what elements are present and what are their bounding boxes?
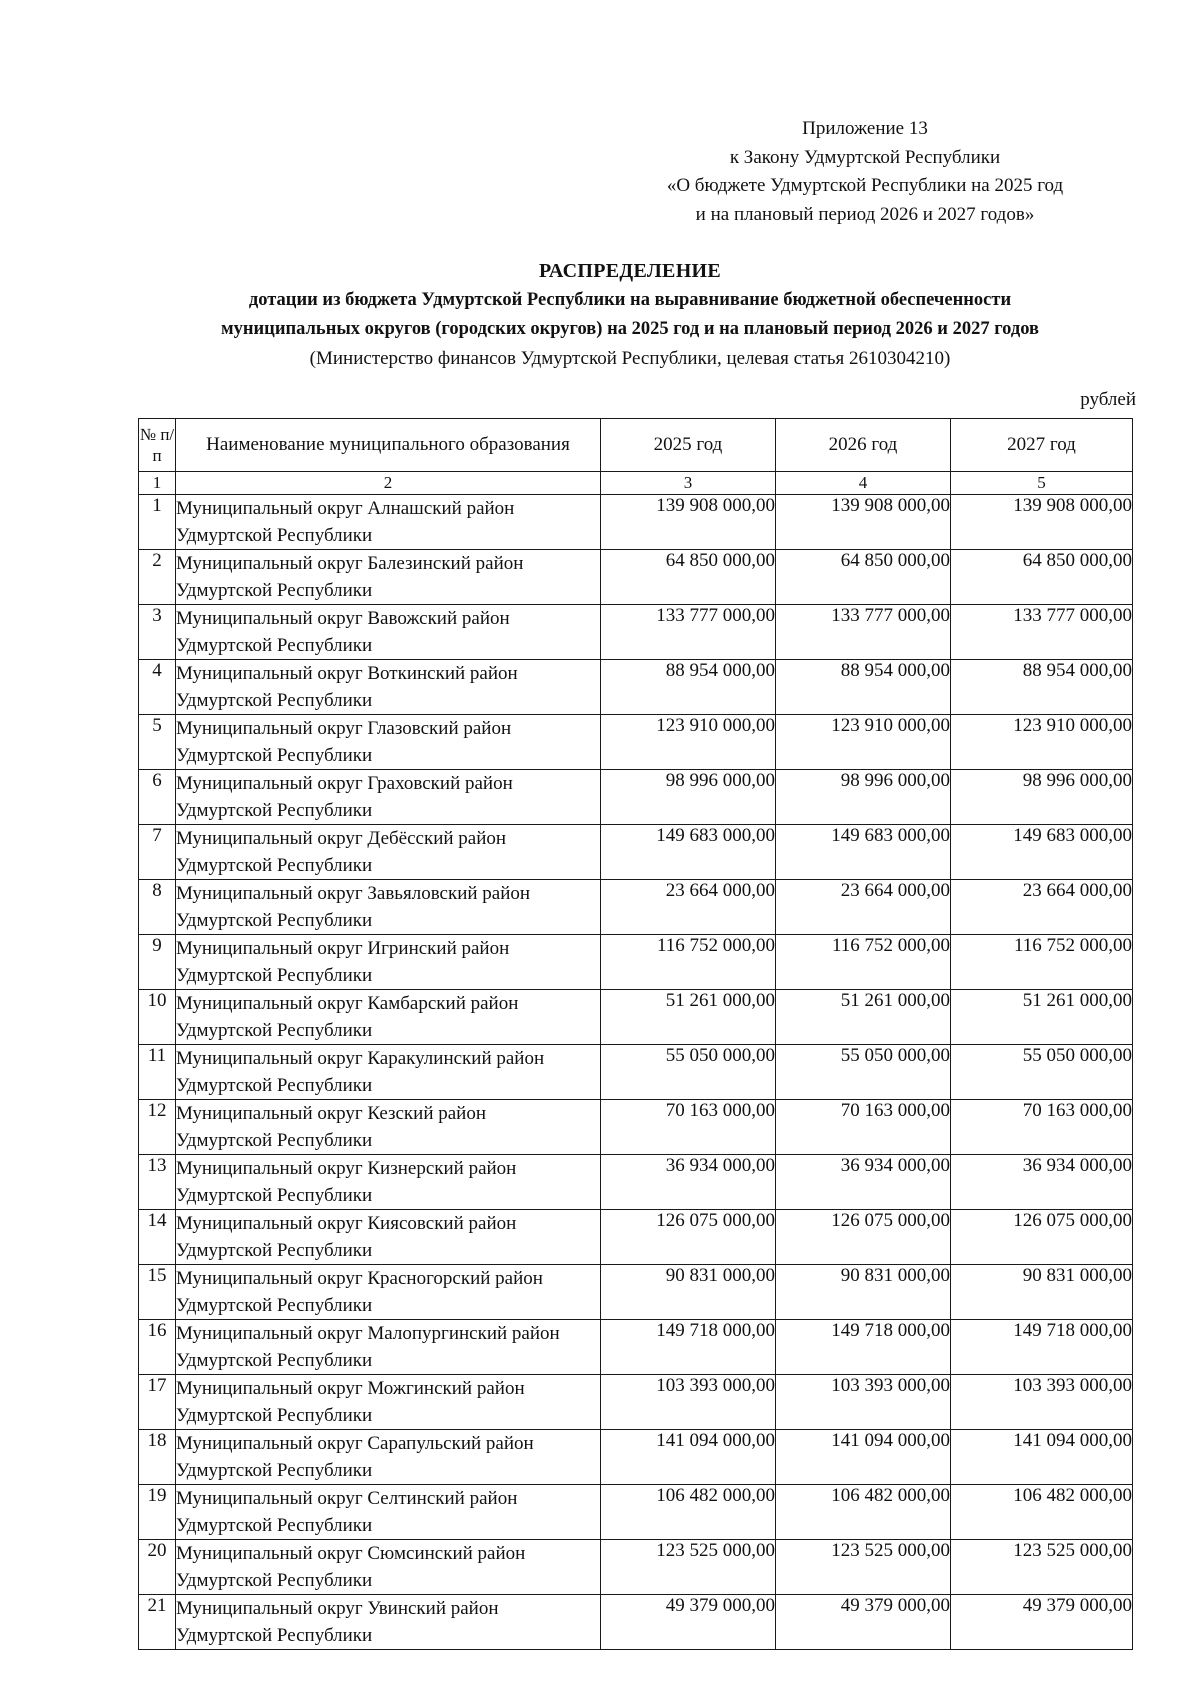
municipality-name-line-1: Муниципальный округ Вавожский район [176,608,510,629]
table-row [139,1210,1133,1265]
municipality-name-line-1: Муниципальный округ Кезский район [176,1103,487,1124]
column-number: 3 [601,472,776,495]
row-number: 20 [139,1540,176,1595]
municipality-name-cell [176,880,601,935]
row-number: 12 [139,1100,176,1155]
amount-2027: 123 525 000,00 [951,1540,1133,1595]
amount-2027: 133 777 000,00 [951,605,1133,660]
table-row [139,990,1133,1045]
row-number: 8 [139,880,176,935]
municipality-name-cell [176,1320,601,1375]
amount-2026: 36 934 000,00 [776,1155,951,1210]
table-row [139,825,1133,880]
table-row [139,1155,1133,1210]
header-2026: 2026 год [776,419,951,472]
municipality-name-line-2: Удмуртской Республики [176,965,373,986]
amount-2026: 103 393 000,00 [776,1375,951,1430]
amount-2026: 149 683 000,00 [776,825,951,880]
amount-2027: 116 752 000,00 [951,935,1133,990]
municipality-name-line-1: Муниципальный округ Глазовский район [176,718,512,739]
document-title: РАСПРЕДЕЛЕНИЕ [538,260,722,282]
table-row [139,1265,1133,1320]
document-heading [130,257,1130,373]
municipality-name-line-1: Муниципальный округ Дебёсский район [176,828,507,849]
amount-2025: 123 525 000,00 [601,1540,776,1595]
municipality-name-cell [176,935,601,990]
municipality-name-cell [176,1265,601,1320]
amount-2025: 139 908 000,00 [601,495,776,550]
row-number: 3 [139,605,176,660]
table-row [139,935,1133,990]
column-number: 4 [776,472,951,495]
amount-2026: 23 664 000,00 [776,880,951,935]
table-row [139,605,1133,660]
table-row [139,1100,1133,1155]
amount-2025: 116 752 000,00 [601,935,776,990]
amount-2027: 149 718 000,00 [951,1320,1133,1375]
appendix-number: Приложение 13 [802,118,928,139]
row-number: 4 [139,660,176,715]
municipality-name-line-2: Удмуртской Республики [176,1570,373,1591]
table-row [139,495,1133,550]
municipality-name-line-1: Муниципальный округ Завьяловский район [176,883,531,904]
municipality-name-line-2: Удмуртской Республики [176,745,373,766]
municipality-name-cell [176,825,601,880]
municipality-name-line-2: Удмуртской Республики [176,1350,373,1371]
municipality-name-cell [176,715,601,770]
municipality-name-line-1: Муниципальный округ Красногорский район [176,1268,543,1289]
municipality-name-line-2: Удмуртской Республики [176,1515,373,1536]
municipality-name-line-1: Муниципальный округ Камбарский район [176,993,519,1014]
amount-2025: 149 683 000,00 [601,825,776,880]
row-number: 14 [139,1210,176,1265]
municipality-name-line-2: Удмуртской Республики [176,1405,373,1426]
amount-2025: 70 163 000,00 [601,1100,776,1155]
row-number: 10 [139,990,176,1045]
amount-2027: 126 075 000,00 [951,1210,1133,1265]
amount-2027: 123 910 000,00 [951,715,1133,770]
municipality-name-line-1: Муниципальный округ Балезинский район [176,553,524,574]
amount-2025: 123 910 000,00 [601,715,776,770]
appendix-header [600,115,1130,229]
amount-2027: 98 996 000,00 [951,770,1133,825]
row-number: 17 [139,1375,176,1430]
row-number: 11 [139,1045,176,1100]
appendix-law-period: и на плановый период 2026 и 2027 годов» [695,203,1035,225]
table-row [139,880,1133,935]
amount-2025: 141 094 000,00 [601,1430,776,1485]
amount-2027: 149 683 000,00 [951,825,1133,880]
row-number: 9 [139,935,176,990]
table-row [139,1540,1133,1595]
municipality-name-cell [176,660,601,715]
municipality-name-line-2: Удмуртской Республики [176,1295,373,1316]
amount-2027: 90 831 000,00 [951,1265,1133,1320]
municipality-name-line-1: Муниципальный округ Граховский район [176,773,513,794]
municipality-name-line-1: Муниципальный округ Можгинский район [176,1378,525,1399]
row-number: 2 [139,550,176,605]
amount-2027: 55 050 000,00 [951,1045,1133,1100]
municipality-name-line-2: Удмуртской Республики [176,1460,373,1481]
municipality-name-line-2: Удмуртской Республики [176,1020,373,1041]
table-row [139,1595,1133,1650]
amount-2025: 90 831 000,00 [601,1265,776,1320]
municipality-name-line-2: Удмуртской Республики [176,635,373,656]
amount-2026: 64 850 000,00 [776,550,951,605]
document-note: (Министерство финансов Удмуртской Республики, целевая статья 2610304210) [309,348,951,369]
units-label: рублей [1080,389,1136,410]
appendix-law-title: «О бюджете Удмуртской Республики на 2025 год [666,175,1064,196]
amount-2026: 90 831 000,00 [776,1265,951,1320]
column-number: 5 [951,472,1133,495]
amount-2026: 49 379 000,00 [776,1595,951,1650]
municipality-name-line-2: Удмуртской Республики [176,1625,373,1646]
amount-2025: 55 050 000,00 [601,1045,776,1100]
table-row [139,660,1133,715]
table-column-numbers-row [139,472,1133,495]
municipality-name-line-1: Муниципальный округ Сюмсинский район [176,1543,526,1564]
municipality-name-cell [176,1375,601,1430]
municipality-name-cell [176,1430,601,1485]
municipality-name-line-1: Муниципальный округ Увинский район [176,1598,499,1619]
amount-2027: 51 261 000,00 [951,990,1133,1045]
table-row [139,1430,1133,1485]
row-number: 7 [139,825,176,880]
table-body [139,495,1133,1650]
municipality-name-line-2: Удмуртской Республики [176,1130,373,1151]
header-2025: 2025 год [601,419,776,472]
municipality-name-line-1: Муниципальный округ Каракулинский район [176,1048,545,1069]
amount-2025: 23 664 000,00 [601,880,776,935]
appendix-law-ref: к Закону Удмуртской Республики [729,146,1001,168]
municipality-name-cell [176,1155,601,1210]
amount-2025: 49 379 000,00 [601,1595,776,1650]
row-number: 6 [139,770,176,825]
amount-2026: 70 163 000,00 [776,1100,951,1155]
table-header-row [139,419,1133,472]
amount-2026: 126 075 000,00 [776,1210,951,1265]
municipality-name-line-2: Удмуртской Республики [176,580,373,601]
table-row [139,1045,1133,1100]
municipality-name-cell [176,990,601,1045]
municipality-name-cell [176,495,601,550]
amount-2027: 36 934 000,00 [951,1155,1133,1210]
header-name: Наименование муниципального образования [176,419,601,472]
amount-2026: 88 954 000,00 [776,660,951,715]
amount-2027: 64 850 000,00 [951,550,1133,605]
amount-2027: 23 664 000,00 [951,880,1133,935]
municipality-name-line-1: Муниципальный округ Киясовский район [176,1213,517,1234]
municipality-name-cell [176,770,601,825]
amount-2026: 55 050 000,00 [776,1045,951,1100]
municipality-name-line-2: Удмуртской Республики [176,1240,373,1261]
row-number: 21 [139,1595,176,1650]
table-row [139,715,1133,770]
amount-2025: 36 934 000,00 [601,1155,776,1210]
amount-2025: 106 482 000,00 [601,1485,776,1540]
municipality-name-line-2: Удмуртской Республики [176,690,373,711]
document-subtitle-line-2: муниципальных округов (городских округов) на 2025 год и на плановый период 2026 и 2027 годов [220,319,1039,339]
amount-2026: 116 752 000,00 [776,935,951,990]
table-row [139,1485,1133,1540]
column-number: 2 [176,472,601,495]
amount-2025: 103 393 000,00 [601,1375,776,1430]
municipality-name-line-1: Муниципальный округ Малопургинский район [176,1323,560,1344]
amount-2026: 98 996 000,00 [776,770,951,825]
amount-2025: 88 954 000,00 [601,660,776,715]
municipality-name-line-2: Удмуртской Республики [176,855,373,876]
amount-2025: 64 850 000,00 [601,550,776,605]
municipality-name-line-1: Муниципальный округ Воткинский район [176,663,518,684]
row-number: 1 [139,495,176,550]
header-2027: 2027 год [951,419,1133,472]
table-row [139,550,1133,605]
amount-2027: 106 482 000,00 [951,1485,1133,1540]
municipality-name-line-2: Удмуртской Республики [176,1185,373,1206]
column-number: 1 [139,472,176,495]
row-number: 5 [139,715,176,770]
amount-2025: 149 718 000,00 [601,1320,776,1375]
amount-2025: 51 261 000,00 [601,990,776,1045]
amount-2026: 141 094 000,00 [776,1430,951,1485]
municipality-name-cell [176,1100,601,1155]
amount-2027: 70 163 000,00 [951,1100,1133,1155]
municipality-name-line-1: Муниципальный округ Селтинский район [176,1488,518,1509]
municipality-name-line-2: Удмуртской Республики [176,525,373,546]
header-number: № п/п [139,419,176,472]
amount-2025: 126 075 000,00 [601,1210,776,1265]
row-number: 16 [139,1320,176,1375]
distribution-table [138,418,1133,1650]
amount-2026: 123 910 000,00 [776,715,951,770]
amount-2025: 133 777 000,00 [601,605,776,660]
municipality-name-line-2: Удмуртской Республики [176,1075,373,1096]
amount-2027: 88 954 000,00 [951,660,1133,715]
municipality-name-cell [176,605,601,660]
amount-2027: 141 094 000,00 [951,1430,1133,1485]
row-number: 15 [139,1265,176,1320]
amount-2026: 51 261 000,00 [776,990,951,1045]
municipality-name-line-2: Удмуртской Республики [176,800,373,821]
municipality-name-line-1: Муниципальный округ Алнашский район [176,498,515,519]
amount-2026: 106 482 000,00 [776,1485,951,1540]
table-row [139,770,1133,825]
amount-2026: 123 525 000,00 [776,1540,951,1595]
row-number: 19 [139,1485,176,1540]
municipality-name-cell [176,1485,601,1540]
amount-2027: 49 379 000,00 [951,1595,1133,1650]
municipality-name-cell [176,550,601,605]
amount-2027: 103 393 000,00 [951,1375,1133,1430]
amount-2026: 133 777 000,00 [776,605,951,660]
table-row [139,1320,1133,1375]
municipality-name-line-1: Муниципальный округ Кизнерский район [176,1158,517,1179]
municipality-name-cell [176,1045,601,1100]
municipality-name-line-1: Муниципальный округ Игринский район [176,938,510,959]
amount-2026: 139 908 000,00 [776,495,951,550]
municipality-name-line-2: Удмуртской Республики [176,910,373,931]
municipality-name-cell [176,1540,601,1595]
table-row [139,1375,1133,1430]
row-number: 13 [139,1155,176,1210]
amount-2025: 98 996 000,00 [601,770,776,825]
row-number: 18 [139,1430,176,1485]
amount-2026: 149 718 000,00 [776,1320,951,1375]
amount-2027: 139 908 000,00 [951,495,1133,550]
municipality-name-cell [176,1595,601,1650]
municipality-name-cell [176,1210,601,1265]
document-subtitle-line-1: дотации из бюджета Удмуртской Республики на выравнивание бюджетной обеспеченности [248,290,1012,310]
municipality-name-line-1: Муниципальный округ Сарапульский район [176,1433,534,1454]
